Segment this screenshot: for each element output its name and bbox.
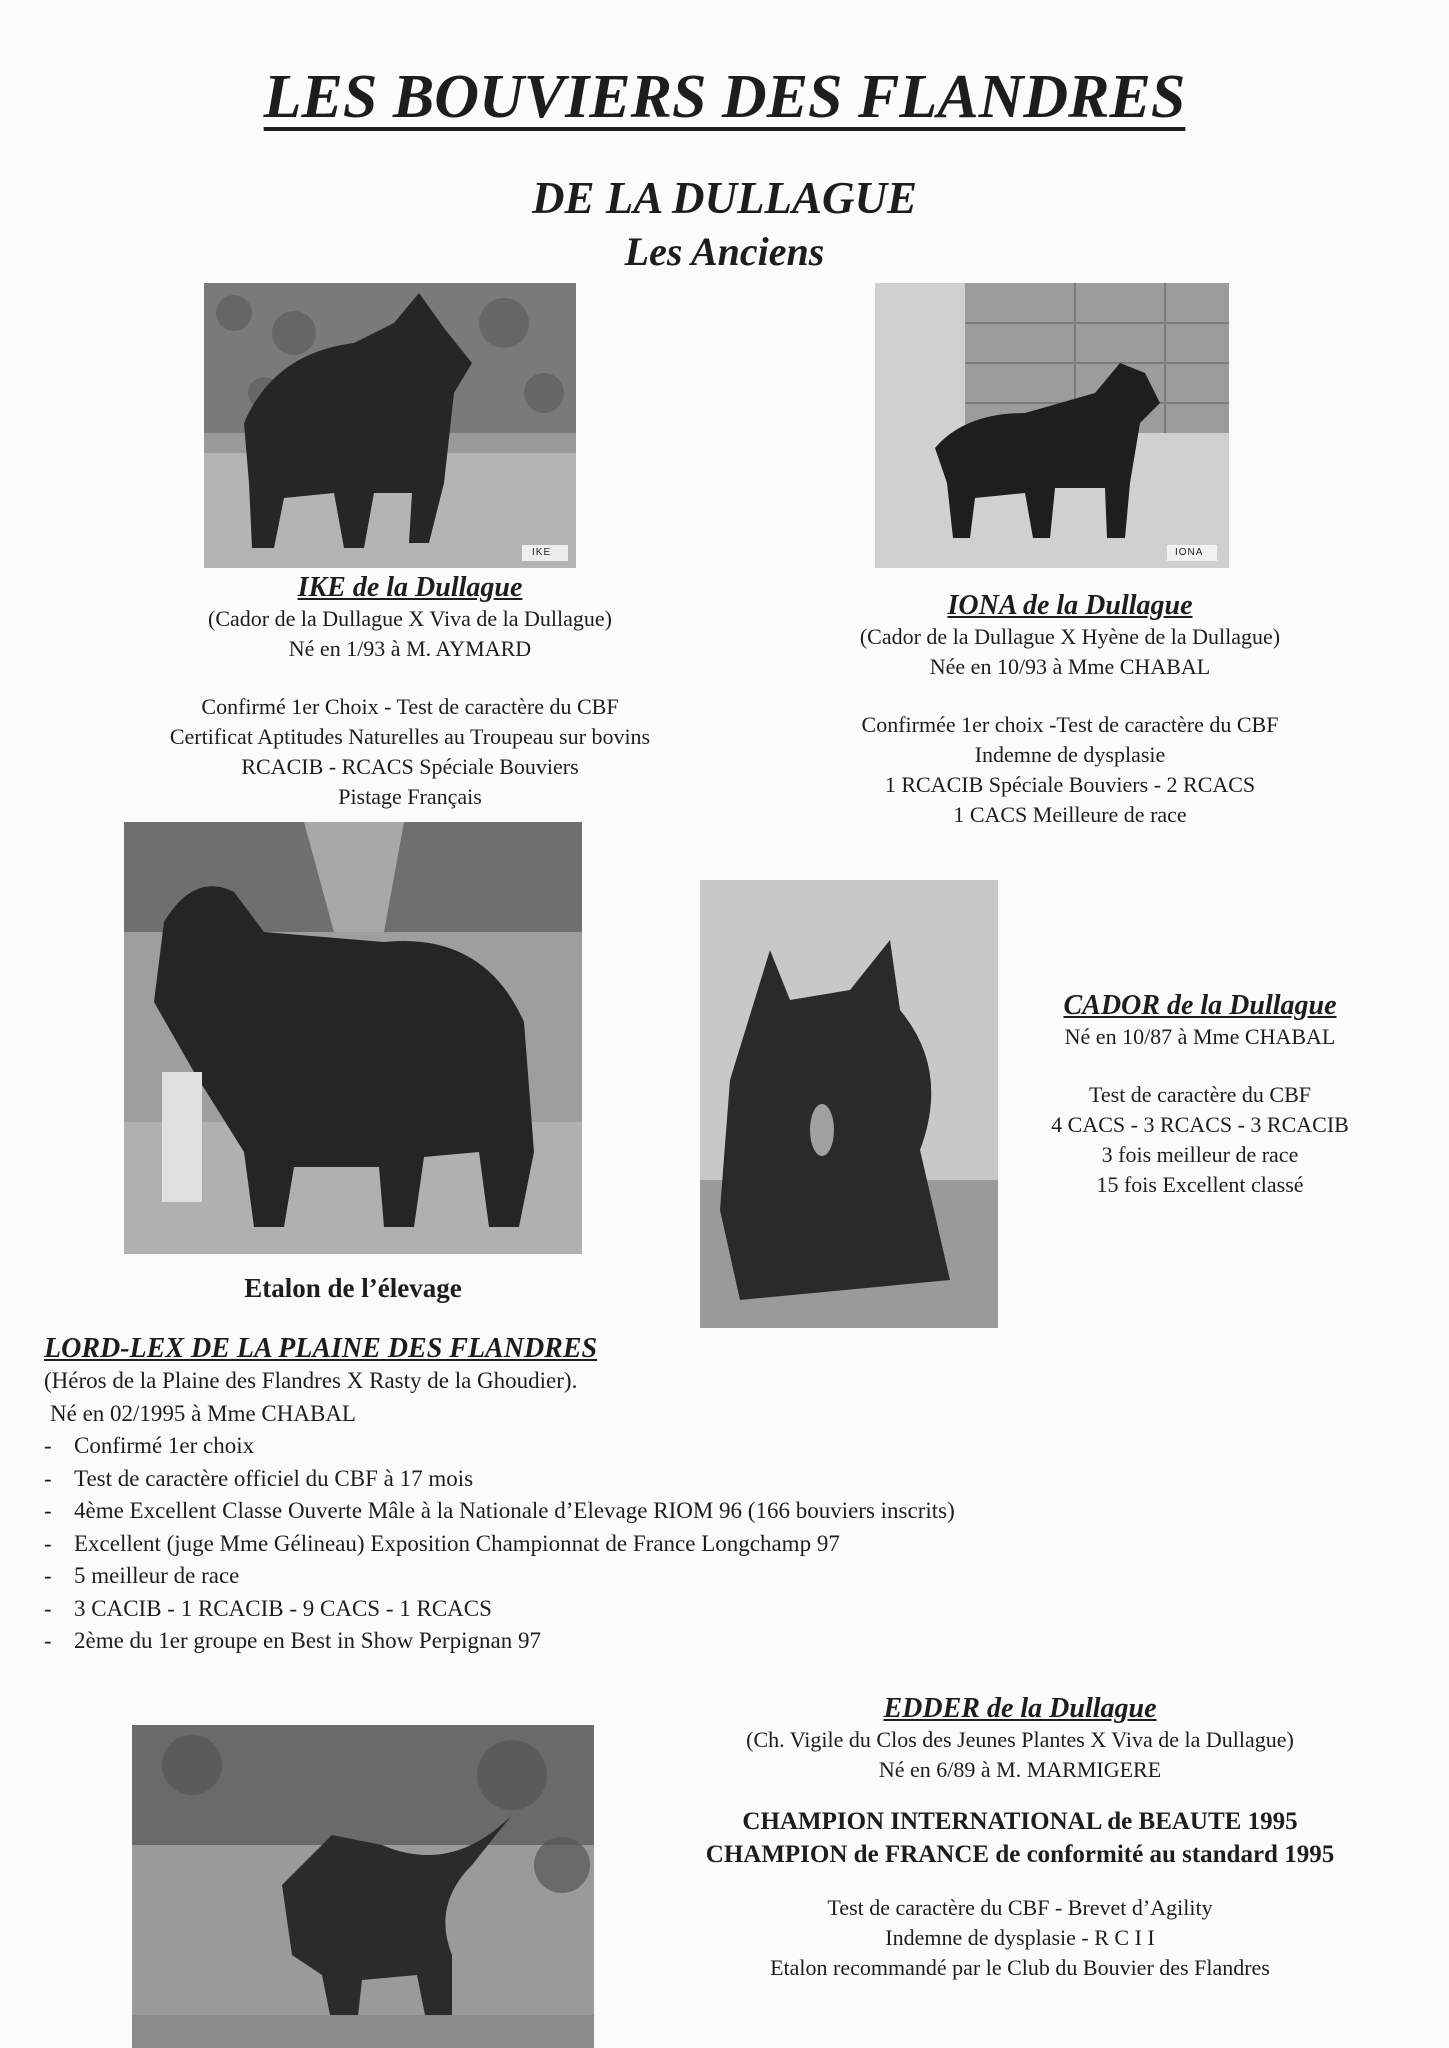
lordlex-born: Né en 02/1995 à Mme CHABAL bbox=[50, 1400, 356, 1426]
cador-name: CADOR de la Dullague bbox=[1063, 990, 1337, 1021]
ike-photo-caption: IKE bbox=[532, 547, 552, 558]
lordlex-photo-label: Etalon de l’élevage bbox=[244, 1273, 462, 1303]
ike-parents: (Cador de la Dullague X Viva de la Dullague) bbox=[208, 606, 612, 631]
cador-title: 4 CACS - 3 RCACS - 3 RCACIB bbox=[1051, 1112, 1349, 1137]
edder-block bbox=[620, 1693, 1420, 1983]
lordlex-parents: (Héros de la Plaine des Flandres X Rasty de la Ghoudier). bbox=[44, 1368, 578, 1393]
section-title: Les Anciens bbox=[624, 229, 825, 274]
ike-title: RCACIB - RCACS Spéciale Bouviers bbox=[241, 754, 579, 779]
page-title: LES BOUVIERS DES FLANDRES bbox=[263, 63, 1186, 131]
edder-photo bbox=[132, 1725, 594, 2048]
iona-title: Confirmée 1er choix -Test de caractère du CBF bbox=[861, 712, 1279, 737]
iona-title: Indemne de dysplasie bbox=[974, 742, 1166, 767]
iona-photo bbox=[875, 283, 1229, 568]
iona-title: 1 CACS Meilleure de race bbox=[953, 802, 1187, 827]
edder-born: Né en 6/89 à M. MARMIGERE bbox=[878, 1757, 1162, 1782]
lordlex-title: - 3 CACIB - 1 RCACIB - 9 CACS - 1 RCACS bbox=[44, 1595, 492, 1621]
ike-title: Confirmé 1er Choix - Test de caractère du CBF bbox=[201, 694, 619, 719]
lordlex-photo bbox=[124, 822, 582, 1254]
lordlex-title: - 2ème du 1er groupe en Best in Show Perpignan 97 bbox=[44, 1628, 541, 1653]
iona-parents: (Cador de la Dullague X Hyène de la Dullague) bbox=[859, 624, 1281, 649]
lordlex-title: - Confirmé 1er choix bbox=[44, 1433, 255, 1458]
edder-championship: CHAMPION de FRANCE de conformité au standard 1995 bbox=[705, 1841, 1335, 1868]
edder-name: EDDER de la Dullague bbox=[883, 1693, 1157, 1724]
cador-block bbox=[1000, 990, 1400, 1200]
cador-title: 15 fois Excellent classé bbox=[1096, 1172, 1304, 1197]
ike-title: Pistage Français bbox=[338, 784, 482, 809]
edder-title: Indemne de dysplasie - R C I I bbox=[885, 1925, 1155, 1950]
ike-block bbox=[140, 572, 680, 812]
lordlex-title: - 5 meilleur de race bbox=[44, 1563, 240, 1588]
ike-born: Né en 1/93 à M. AYMARD bbox=[288, 636, 532, 661]
edder-parents: (Ch. Vigile du Clos des Jeunes Plantes X Viva de la Dullague) bbox=[746, 1727, 1294, 1752]
edder-title: Etalon recommandé par le Club du Bouvier des Flandres bbox=[770, 1955, 1270, 1980]
lordlex-block bbox=[44, 1333, 1244, 1658]
lordlex-name: LORD-LEX DE LA PLAINE DES FLANDRES bbox=[44, 1333, 598, 1364]
iona-photo-caption: IONA bbox=[1175, 547, 1204, 558]
cador-born: Né en 10/87 à Mme CHABAL bbox=[1064, 1024, 1336, 1049]
cador-title: 3 fois meilleur de race bbox=[1101, 1142, 1299, 1167]
iona-name: IONA de la Dullague bbox=[947, 590, 1193, 621]
iona-title: 1 RCACIB Spéciale Bouviers - 2 RCACS bbox=[884, 772, 1256, 797]
ike-photo bbox=[204, 283, 576, 568]
lordlex-title: - Excellent (juge Mme Gélineau) Exposition Championnat de France Longchamp 97 bbox=[44, 1530, 840, 1556]
ike-title: Certificat Aptitudes Naturelles au Troupeau sur bovins bbox=[169, 724, 651, 749]
cador-title: Test de caractère du CBF bbox=[1088, 1082, 1312, 1107]
edder-championship: CHAMPION INTERNATIONAL de BEAUTE 1995 bbox=[742, 1808, 1298, 1835]
ike-name: IKE de la Dullague bbox=[297, 572, 523, 603]
cador-photo bbox=[700, 880, 998, 1328]
edder-title: Test de caractère du CBF - Brevet d’Agility bbox=[827, 1895, 1213, 1920]
kennel-name: DE LA DULLAGUE bbox=[531, 173, 918, 223]
lordlex-title: - Test de caractère officiel du CBF à 17 mois bbox=[44, 1465, 474, 1491]
lordlex-title: - 4ème Excellent Classe Ouverte Mâle à la Nationale d’Elevage RIOM 96 (166 bouviers inscrits) bbox=[44, 1498, 955, 1523]
iona-born: Née en 10/93 à Mme CHABAL bbox=[929, 654, 1211, 679]
iona-block bbox=[800, 590, 1340, 830]
